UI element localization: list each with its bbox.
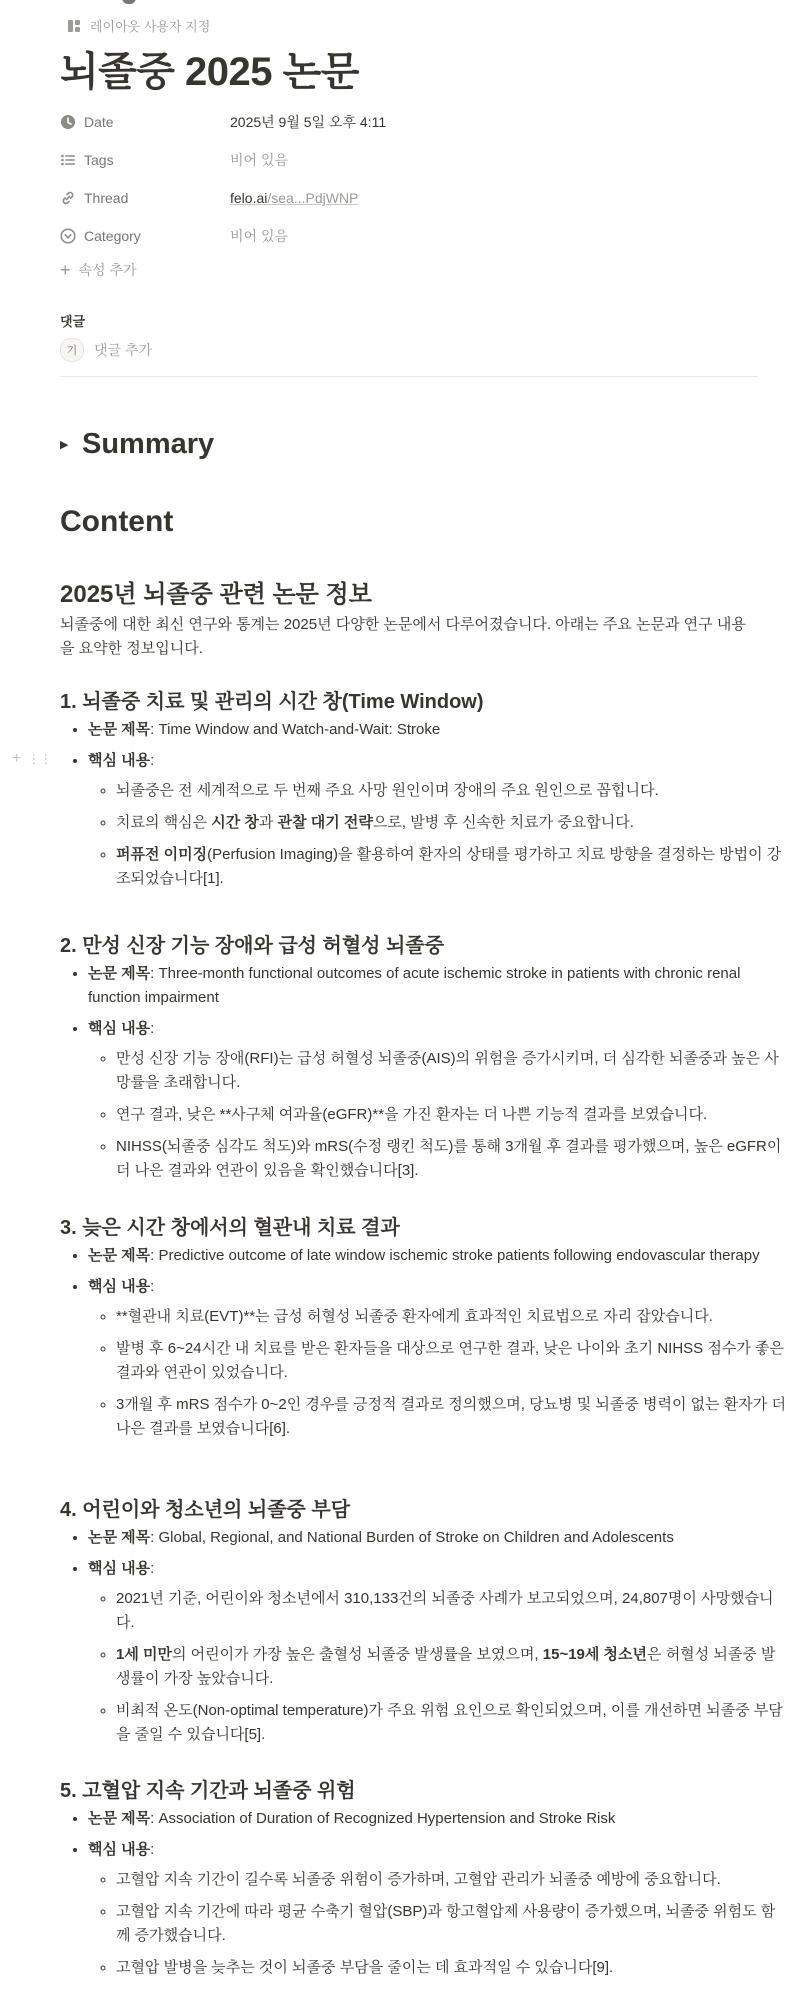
property-date-name: Date	[84, 114, 114, 130]
list-item: ◦ 발병 후 6~24시간 내 치료를 받은 환자들을 대상으로 연구한 결과, 낮은 나이와 초기 NIHSS 점수가 좋은 결과와 연관이 있었습니다.	[116, 1337, 788, 1385]
add-property-button[interactable]	[60, 260, 137, 280]
summary-heading: Summary	[82, 428, 215, 460]
page-title[interactable]: 뇌졸중 2025 논문	[60, 50, 359, 94]
list-item: ◦ 퍼퓨전 이미징(Perfusion Imaging)을 활용하여 환자의 상태를 평가하고 치료 방향을 결정하는 방법이 강조되었습니다[1].	[116, 843, 788, 891]
list-item: ◦ 고혈압 지속 기간이 길수록 뇌졸중 위험이 증가하며, 고혈압 관리가 뇌졸중 예방에 중요합니다.	[116, 1868, 788, 1892]
link-icon	[60, 190, 76, 206]
section-1-list	[60, 718, 788, 899]
section-5-heading: 5. 고혈압 지속 기간과 뇌졸중 위험	[60, 1780, 356, 1802]
property-tags-name: Tags	[84, 152, 114, 168]
add-property-label: 속성 추가	[78, 262, 137, 278]
toggle-triangle-icon[interactable]: ▶	[60, 439, 69, 451]
thread-link-domain: felo.ai	[230, 190, 268, 206]
section-3-heading: 3. 늦은 시간 창에서의 혈관내 치료 결과	[60, 1217, 400, 1239]
section-2-heading: 2. 만성 신장 기능 장애와 급성 허혈성 뇌졸중	[60, 935, 445, 957]
section-title: 2025년 뇌졸중 관련 논문 정보	[60, 581, 372, 608]
drag-handle-icon[interactable]: ⋮⋮	[27, 751, 52, 766]
property-date[interactable]	[60, 107, 770, 137]
summary-toggle[interactable]	[60, 428, 214, 461]
page-icon	[122, 0, 136, 4]
content-heading: Content	[60, 505, 174, 538]
property-category[interactable]	[60, 221, 770, 251]
thread-link-path: /sea...PdjWNP	[267, 190, 359, 206]
list-item: ◦ 뇌졸중은 전 세계적으로 두 번째 주요 사망 원인이며 장애의 주요 원인으로 꼽힙니다.	[116, 779, 788, 803]
list-item: • 논문 제목: Time Window and Watch-and-Wait: Stroke	[88, 718, 788, 742]
list-item: ◦ 만성 신장 기능 장애(RFI)는 급성 허혈성 뇌졸중(AIS)의 위험을 증가시키며, 더 심각한 뇌졸중과 높은 사망률을 초래합니다.	[116, 1047, 788, 1095]
comments-heading: 댓글	[60, 314, 86, 329]
list-item: ◦ 연구 결과, 낮은 **사구체 여과율(eGFR)**을 가진 환자는 더 나쁜 기능적 결과를 보였습니다.	[116, 1103, 788, 1127]
section-5-list	[60, 1807, 788, 1988]
list-item: ◦ 3개월 후 mRS 점수가 0~2인 경우를 긍정적 결과로 정의했으며, 당뇨병 및 뇌졸중 병력이 없는 환자가 더 나은 결과를 보였습니다[6].	[116, 1393, 788, 1441]
list-item: • 핵심 내용: ◦ 뇌졸중은 전 세계적으로 두 번째 주요 사망 원인이며 장애의 주요 원인으로 꼽힙니다. ◦ 치료의 핵심은 시간 창과 관찰 대기 전략으로, 발병 후 신속한 치료가 중요합니다. ◦ 퍼퓨전 이미징(Perfusion Imaging)을 활용하여 환자의 상태를 평가하고 치료 방향을 결정하는 방법이 강조되었습니다[1].	[88, 749, 788, 891]
plus-icon: +	[60, 260, 71, 280]
block-handle[interactable]	[12, 750, 51, 768]
layout-customize-button[interactable]	[66, 16, 210, 35]
section-4-list	[60, 1526, 788, 1755]
list-item: ◦ 고혈압 발병을 늦추는 것이 뇌졸중 부담을 줄이는 데 효과적일 수 있습니다[9].	[116, 1956, 788, 1980]
list-item: ◦ 2021년 기준, 어린이와 청소년에서 310,133건의 뇌졸중 사례가 보고되었으며, 24,807명이 사망했습니다.	[116, 1587, 788, 1635]
list-item: • 핵심 내용: ◦ 2021년 기준, 어린이와 청소년에서 310,133건의 뇌졸중 사례가 보고되었으며, 24,807명이 사망했습니다. ◦ 1세 미만의 어린이가 가장 높은 출혈성 뇌졸중 발생률을 보였으며, 15~19세 청소년은 허혈성 뇌졸중 발생률이 가장 높았습니다. ◦ 비최적 온도(Non-optimal temperature)가 주요 위험 요인으로 확인되었으며, 이를 개선하면 뇌졸중 부담을 줄일 수 있습니다[5].	[88, 1557, 788, 1747]
section-2-list	[60, 962, 788, 1191]
list-item: ◦ 비최적 온도(Non-optimal temperature)가 주요 위험 요인으로 확인되었으며, 이를 개선하면 뇌졸중 부담을 줄일 수 있습니다[5].	[116, 1699, 788, 1747]
layout-customize-label: 레이아웃 사용자 지정	[90, 19, 211, 34]
property-category-name: Category	[84, 228, 141, 244]
property-thread[interactable]	[60, 183, 770, 213]
divider	[60, 376, 758, 377]
list-item: ◦ **혈관내 치료(EVT)**는 급성 허혈성 뇌졸중 환자에게 효과적인 치료법으로 자리 잡았습니다.	[116, 1305, 788, 1329]
property-thread-link[interactable]	[230, 190, 358, 206]
list-item: • 핵심 내용: ◦ 만성 신장 기능 장애(RFI)는 급성 허혈성 뇌졸중(AIS)의 위험을 증가시키며, 더 심각한 뇌졸중과 높은 사망률을 초래합니다. ◦ 연구 결과, 낮은 **사구체 여과율(eGFR)**을 가진 환자는 더 나쁜 기능적 결과를 보였습니다. ◦ NIHSS(뇌졸중 심각도 척도)와 mRS(수정 랭킨 척도)를 통해 3개월 후 결과를 평가했으며, 높은 eGFR이 더 나은 결과와 연관이 있음을 확인했습니다[3].	[88, 1017, 788, 1183]
list-item: • 핵심 내용: ◦ 고혈압 지속 기간이 길수록 뇌졸중 위험이 증가하며, 고혈압 관리가 뇌졸중 예방에 중요합니다. ◦ 고혈압 지속 기간에 따라 평균 수축기 혈압(SBP)과 항고혈압제 사용량이 증가했으며, 뇌졸중 위험도 함께 증가했습니다. ◦ 고혈압 발병을 늦추는 것이 뇌졸중 부담을 줄이는 데 효과적일 수 있습니다[9].	[88, 1838, 788, 1980]
layout-icon	[66, 18, 82, 34]
list-item: • 핵심 내용: ◦ **혈관내 치료(EVT)**는 급성 허혈성 뇌졸중 환자에게 효과적인 치료법으로 자리 잡았습니다. ◦ 발병 후 6~24시간 내 치료를 받은 환자들을 대상으로 연구한 결과, 낮은 나이와 초기 NIHSS 점수가 좋은 결과와 연관이 있었습니다. ◦ 3개월 후 mRS 점수가 0~2인 경우를 긍정적 결과로 정의했으며, 당뇨병 및 뇌졸중 병력이 없는 환자가 더 나은 결과를 보였습니다[6].	[88, 1275, 788, 1441]
list-item: • 논문 제목: Association of Duration of Recognized Hypertension and Stroke Risk	[88, 1807, 788, 1831]
select-icon	[60, 228, 76, 244]
intro-paragraph: 뇌졸중에 대한 최신 연구와 통계는 2025년 다양한 논문에서 다루어졌습니다. 아래는 주요 논문과 연구 내용을 요약한 정보입니다.	[60, 616, 746, 657]
list-item: ◦ NIHSS(뇌졸중 심각도 척도)와 mRS(수정 랭킨 척도)를 통해 3개월 후 결과를 평가했으며, 높은 eGFR이 더 나은 결과와 연관이 있음을 확인했습니다[3].	[116, 1135, 788, 1183]
list-icon	[60, 152, 76, 168]
list-item: ◦ 고혈압 지속 기간에 따라 평균 수축기 혈압(SBP)과 항고혈압제 사용량이 증가했으며, 뇌졸중 위험도 함께 증가했습니다.	[116, 1900, 788, 1948]
avatar: 기	[60, 338, 84, 362]
property-tags-value[interactable]: 비어 있음	[230, 152, 288, 168]
list-item: ◦ 치료의 핵심은 시간 창과 관찰 대기 전략으로, 발병 후 신속한 치료가 중요합니다.	[116, 811, 788, 835]
list-item: • 논문 제목: Three-month functional outcomes of acute ischemic stroke in patients with chronic renal function impairment	[88, 962, 788, 1010]
add-comment-row[interactable]	[60, 338, 152, 362]
property-tags[interactable]	[60, 145, 770, 175]
add-block-icon[interactable]: +	[12, 750, 22, 767]
add-comment-input[interactable]: 댓글 추가	[94, 342, 152, 358]
section-4-heading: 4. 어린이와 청소년의 뇌졸중 부담	[60, 1499, 351, 1521]
clock-icon	[60, 114, 76, 130]
list-item: ◦ 1세 미만의 어린이가 가장 높은 출혈성 뇌졸중 발생률을 보였으며, 15~19세 청소년은 허혈성 뇌졸중 발생률이 가장 높았습니다.	[116, 1643, 788, 1691]
property-date-value[interactable]: 2025년 9월 5일 오후 4:11	[230, 114, 387, 130]
list-item: • 논문 제목: Predictive outcome of late window ischemic stroke patients following endovascular therapy	[88, 1244, 788, 1268]
section-1-heading: 1. 뇌졸중 치료 및 관리의 시간 창(Time Window)	[60, 691, 484, 713]
property-category-value[interactable]: 비어 있음	[230, 228, 288, 244]
property-thread-name: Thread	[84, 190, 129, 206]
list-item: • 논문 제목: Global, Regional, and National Burden of Stroke on Children and Adolescents	[88, 1526, 788, 1550]
section-3-list	[60, 1244, 788, 1449]
